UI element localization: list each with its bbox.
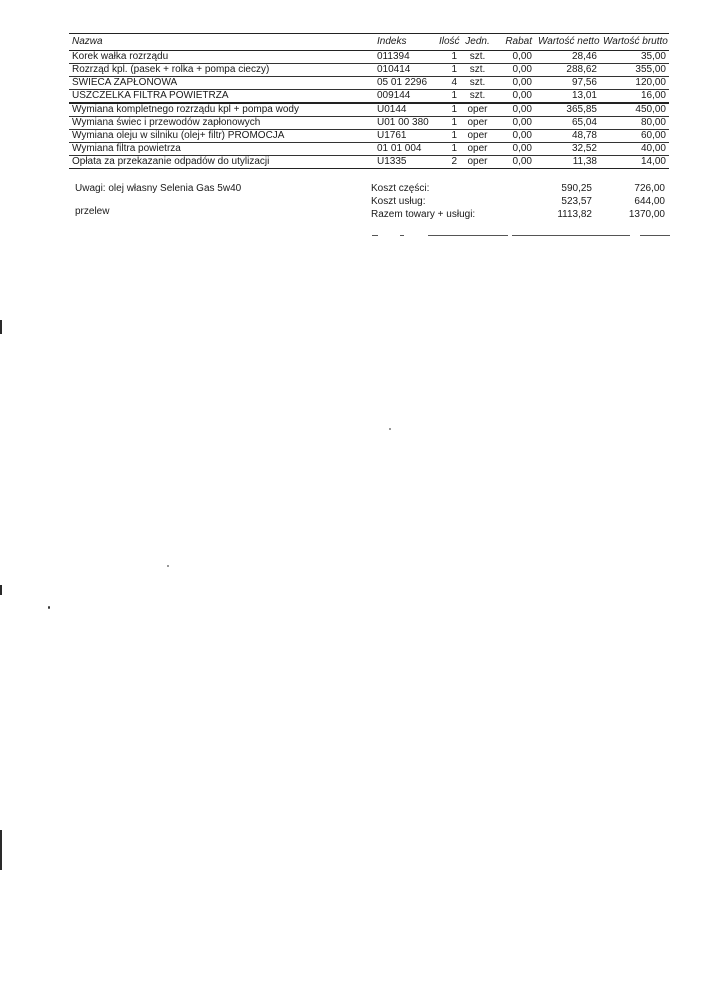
summary-row-services (69, 195, 669, 208)
item-net: 48,78 (535, 130, 600, 143)
part-row (69, 77, 669, 90)
item-discount: 0,00 (495, 51, 535, 64)
item-qty: 1 (436, 143, 460, 156)
item-discount: 0,00 (495, 77, 535, 90)
part-row (69, 64, 669, 77)
summary-gross: 1370,00 (628, 209, 665, 220)
item-gross: 120,00 (600, 77, 669, 90)
summary-label: Koszt części: (371, 183, 430, 194)
invoice-items-table (69, 33, 669, 169)
item-index: 009144 (374, 90, 436, 104)
scan-dash (428, 235, 508, 236)
service-row (69, 156, 669, 169)
summary-net: 590,25 (561, 183, 592, 194)
item-discount: 0,00 (495, 130, 535, 143)
services-section (69, 103, 669, 169)
col-header-gross: Wartość brutto (600, 34, 669, 51)
item-unit: oper (460, 103, 495, 117)
scan-edge-mark (0, 830, 2, 870)
item-net: 32,52 (535, 143, 600, 156)
summary-row-total (69, 208, 669, 221)
payment-method: przelew (75, 206, 110, 217)
summary-label: Razem towary + usługi: (371, 209, 476, 220)
item-index: U0144 (374, 103, 436, 117)
item-gross: 16,00 (600, 90, 669, 104)
parts-section (69, 51, 669, 104)
scan-speck (167, 565, 169, 567)
item-unit: szt. (460, 77, 495, 90)
col-header-unit: Jedn. (460, 34, 495, 51)
item-gross: 60,00 (600, 130, 669, 143)
item-qty: 1 (436, 117, 460, 130)
col-header-net: Wartość netto (535, 34, 600, 51)
scan-edge-mark (0, 585, 2, 595)
item-unit: oper (460, 156, 495, 169)
item-gross: 450,00 (600, 103, 669, 117)
item-index: 01 01 004 (374, 143, 436, 156)
item-gross: 80,00 (600, 117, 669, 130)
item-discount: 0,00 (495, 156, 535, 169)
item-discount: 0,00 (495, 103, 535, 117)
item-qty: 4 (436, 77, 460, 90)
item-name: Rozrząd kpl. (pasek + rolka + pompa cieczy) (69, 64, 374, 77)
scan-dash (400, 235, 404, 236)
item-net: 13,01 (535, 90, 600, 104)
item-net: 288,62 (535, 64, 600, 77)
item-unit: szt. (460, 90, 495, 104)
item-name: Korek wałka rozrządu (69, 51, 374, 64)
summary-net: 1113,82 (557, 209, 592, 220)
scan-speck (48, 606, 50, 609)
item-name: Wymiana filtra powietrza (69, 143, 374, 156)
item-unit: oper (460, 130, 495, 143)
item-gross: 14,00 (600, 156, 669, 169)
scan-speck (389, 428, 391, 430)
item-discount: 0,00 (495, 90, 535, 104)
service-row (69, 117, 669, 130)
item-net: 28,46 (535, 51, 600, 64)
item-index: 011394 (374, 51, 436, 64)
item-name: USZCZELKA FILTRA POWIETRZA (69, 90, 374, 104)
item-qty: 1 (436, 51, 460, 64)
summary-row-parts (69, 182, 669, 195)
item-name: Opłata za przekazanie odpadów do utylizacji (69, 156, 374, 169)
scan-dash (372, 235, 378, 236)
item-discount: 0,00 (495, 117, 535, 130)
item-index: U1335 (374, 156, 436, 169)
item-net: 65,04 (535, 117, 600, 130)
part-row (69, 90, 669, 104)
item-qty: 1 (436, 64, 460, 77)
col-header-qty: Ilość (436, 34, 460, 51)
item-name: Wymiana oleju w silniku (olej+ filtr) PROMOCJA (69, 130, 374, 143)
item-index: U01 00 380 (374, 117, 436, 130)
item-gross: 40,00 (600, 143, 669, 156)
service-row (69, 130, 669, 143)
item-index: 05 01 2296 (374, 77, 436, 90)
item-gross: 355,00 (600, 64, 669, 77)
item-name: Wymiana kompletnego rozrządu kpl + pompa wody (69, 103, 374, 117)
col-header-name: Nazwa (69, 34, 374, 51)
col-header-index: Indeks (374, 34, 436, 51)
table-header-row (69, 34, 669, 51)
scan-dash (512, 235, 630, 236)
item-name: ŚWIECA ZAPŁONOWA (69, 77, 374, 90)
part-row (69, 51, 669, 64)
item-net: 11,38 (535, 156, 600, 169)
scan-dash (640, 235, 670, 236)
item-name: Wymiana świec i przewodów zapłonowych (69, 117, 374, 130)
item-index: 010414 (374, 64, 436, 77)
item-gross: 35,00 (600, 51, 669, 64)
item-unit: szt. (460, 64, 495, 77)
item-unit: oper (460, 117, 495, 130)
remarks-text: Uwagi: olej własny Selenia Gas 5w40 (75, 183, 242, 194)
cost-summary (69, 182, 669, 221)
service-row (69, 103, 669, 117)
col-header-discount: Rabat (495, 34, 535, 51)
item-net: 97,56 (535, 77, 600, 90)
summary-gross: 644,00 (634, 196, 665, 207)
item-qty: 1 (436, 130, 460, 143)
item-net: 365,85 (535, 103, 600, 117)
service-row (69, 143, 669, 156)
item-qty: 1 (436, 90, 460, 104)
summary-label: Koszt usług: (371, 196, 426, 207)
item-qty: 1 (436, 103, 460, 117)
item-discount: 0,00 (495, 143, 535, 156)
item-discount: 0,00 (495, 64, 535, 77)
item-index: U1761 (374, 130, 436, 143)
summary-net: 523,57 (561, 196, 592, 207)
scan-edge-mark (0, 320, 2, 334)
item-unit: szt. (460, 51, 495, 64)
item-unit: oper (460, 143, 495, 156)
summary-gross: 726,00 (634, 183, 665, 194)
item-qty: 2 (436, 156, 460, 169)
